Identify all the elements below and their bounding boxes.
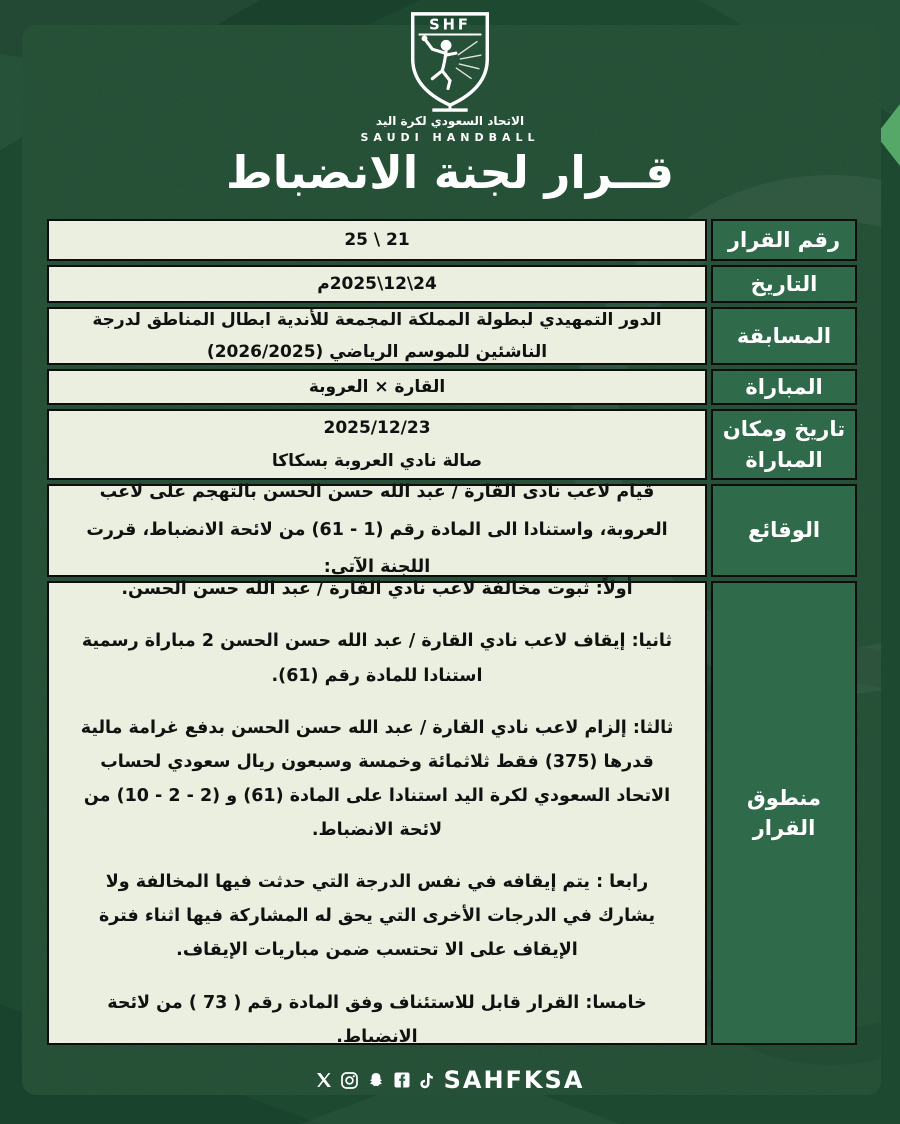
row-date [47,265,857,303]
date-label: التاريخ [711,265,857,303]
org-name-english: SAUDI HANDBALL [360,131,540,144]
org-name-arabic: الاتحاد السعودي لكرة اليد [375,114,525,128]
row-decision-number [47,219,857,261]
facts-label: الوقائع [711,484,857,577]
footer [0,1060,900,1100]
x-icon [316,1072,332,1088]
facts-value: قيام لاعب نادى القارة / عبد الله حسن الحسن بالتهجم على لاعب العروبة، واستنادا الى المادة رقم ‪(61 - 1)‬ من لائحة الانضباط، قررت اللجنة الآتي: [47,484,707,577]
decision-table [47,219,857,1045]
row-match-datetime [47,409,857,480]
social-icons [316,1072,434,1089]
verdict-item-5: خامسا: القرار قابل للاستئناف وفق المادة رقم ( 73 ) من لائحة الانضباط. [107,992,647,1047]
instagram-icon [341,1072,358,1089]
match-datetime-value [47,409,707,480]
shield-logo-icon [391,8,509,112]
row-competition [47,307,857,365]
snapchat-icon [367,1072,385,1089]
decision-number-value: 21 \ 25 [47,219,707,261]
page-title: قــرار لجنة الانضباط [225,146,675,199]
verdict-item-2: ثانيا: إيقاف لاعب نادي القارة / عبد الله حسن الحسن 2 مباراة رسمية استنادا للمادة رقم (61). [81,631,673,686]
match-date: 2025/12/23 [323,418,431,439]
social-handle: SAHFKSA [443,1066,585,1094]
verdict-label: منطوق القرار [711,581,857,1045]
svg-text:SHF: SHF [429,16,471,34]
date-value: 24\12\2025م [47,265,707,303]
tiktok-icon [419,1072,434,1089]
match-venue: صالة نادي العروبة بسكاكا [271,450,483,471]
facebook-icon [394,1072,410,1088]
competition-value: الدور التمهيدي لبطولة المملكة المجمعة للأندية ابطال المناطق لدرجة الناشئين للموسم الرياضي (2026/2025) [47,307,707,365]
row-facts [47,484,857,577]
verdict-item-1: أولاً: ثبوت مخالفة لاعب نادي القارة / عبد الله حسن الحسن. [121,579,633,600]
competition-label: المسابقة [711,307,857,365]
match-label: المباراة [711,369,857,405]
row-match [47,369,857,405]
match-value: القارة × العروبة [47,369,707,405]
row-verdict [47,581,857,1045]
decision-number-label: رقم القرار [711,219,857,261]
verdict-value [47,581,707,1045]
verdict-item-3: ثالثا: إلزام لاعب نادي القارة / عبد الله حسن الحسن بدفع غرامة مالية قدرها (375) فقط ثلاثمائة وخمسة وسبعون ريال سعودي لحساب الاتحاد السعودي لكرة اليد استنادا على المادة (61) و ‪(10 - 2 - 2)‬ من لائحة الانضباط. [80,717,674,840]
match-datetime-label: تاريخ ومكان المباراة [711,409,857,480]
verdict-item-4: رابعا : يتم إيقافه في نفس الدرجة التي حدثت فيها المخالفة ولا يشارك في الدرجات الأخرى التي يحق له المشاركة فيها اثناء فترة الإيقاف على الا تحتسب ضمن مباريات الإيقاف. [98,872,656,961]
federation-logo [0,8,900,144]
